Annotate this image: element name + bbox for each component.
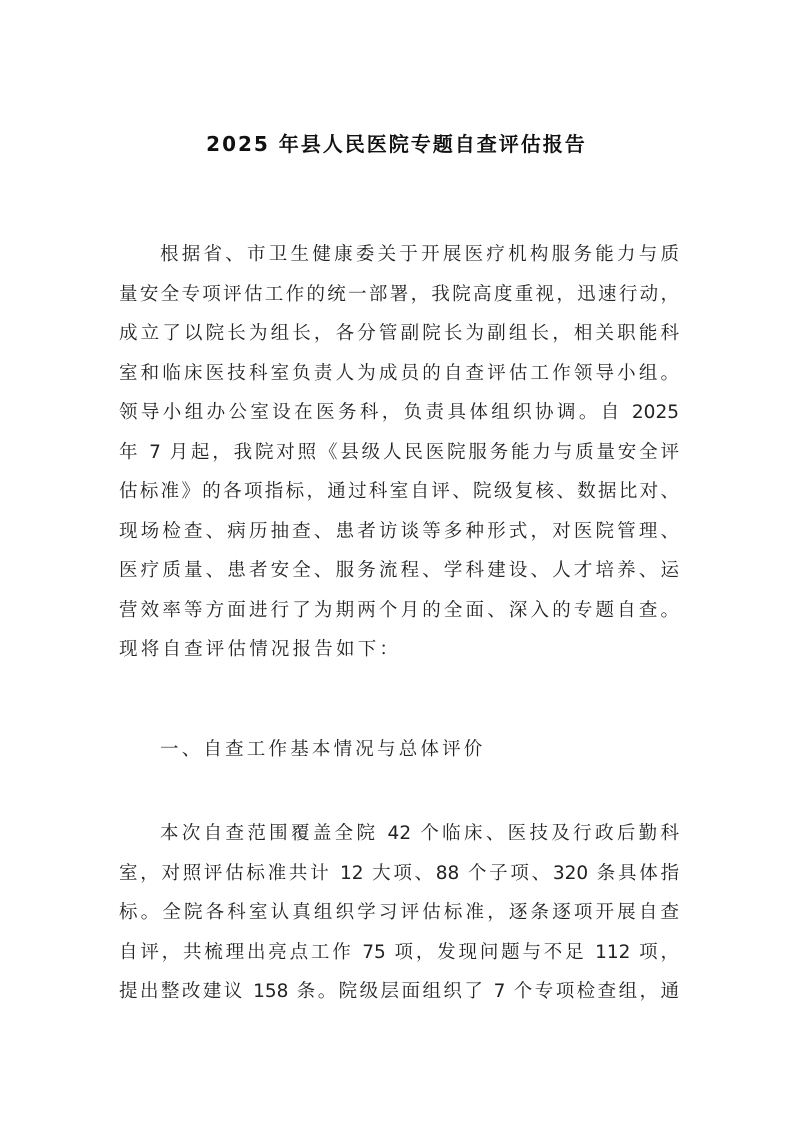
document-title: 2025 年县人民医院专题自查评估报告 <box>206 132 587 156</box>
paragraph-line: 标。全院各科室认真组织学习评估标准，逐条逐项开展自查 <box>119 902 679 923</box>
paragraph-line: 年 7 月起，我院对照《县级人民医院服务能力与质量安全评 <box>119 442 679 463</box>
section-heading: 一、自查工作基本情况与总体评价 <box>160 739 486 760</box>
paragraph-line: 现将自查评估情况报告如下： <box>119 639 402 660</box>
paragraph-line: 提出整改建议 158 条。院级层面组织了 7 个专项检查组，通 <box>119 981 679 1002</box>
paragraph-line: 自评，共梳理出亮点工作 75 项，发现问题与不足 112 项， <box>119 942 679 963</box>
paragraph-line: 本次自查范围覆盖全院 42 个临床、医技及行政后勤科 <box>160 823 679 844</box>
paragraph-line: 室和临床医技科室负责人为成员的自查评估工作领导小组。 <box>119 363 679 384</box>
paragraph-line: 领导小组办公室设在医务科，负责具体组织协调。自 2025 <box>119 402 679 423</box>
paragraph-line: 量安全专项评估工作的统一部署，我院高度重视，迅速行动， <box>119 284 679 305</box>
paragraph-line: 成立了以院长为组长，各分管副院长为副组长，相关职能科 <box>119 323 679 344</box>
paragraph-line: 根据省、市卫生健康委关于开展医疗机构服务能力与质 <box>160 244 679 265</box>
paragraph-line: 营效率等方面进行了为期两个月的全面、深入的专题自查。 <box>119 600 679 621</box>
paragraph-line: 估标准》的各项指标，通过科室自评、院级复核、数据比对、 <box>119 481 679 502</box>
paragraph-line: 医疗质量、患者安全、服务流程、学科建设、人才培养、运 <box>119 560 679 581</box>
paragraph-line: 现场检查、病历抽查、患者访谈等多种形式，对医院管理、 <box>119 521 679 542</box>
paragraph-line: 室，对照评估标准共计 12 大项、88 个子项、320 条具体指 <box>119 863 679 884</box>
